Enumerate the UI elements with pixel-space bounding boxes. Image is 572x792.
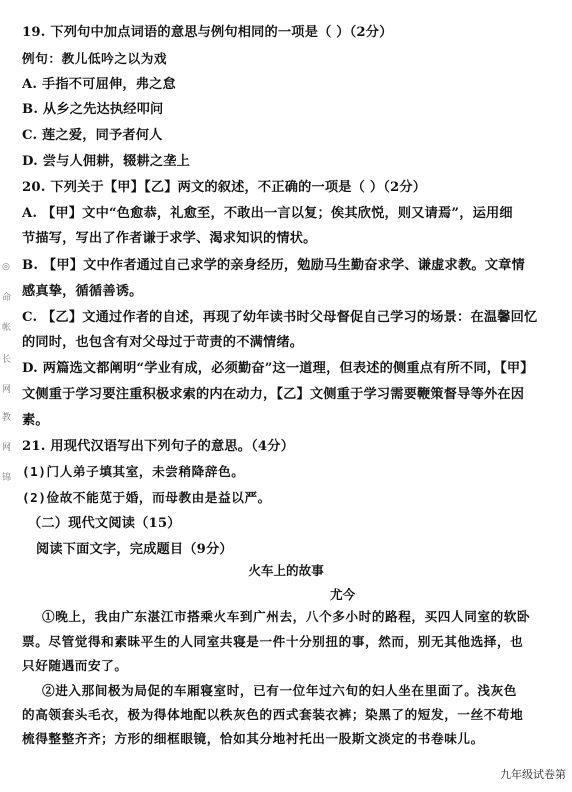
question-19-example: 例句：教儿低吟之以为戏	[22, 51, 168, 66]
margin-mark: ◎	[2, 262, 10, 272]
question-21-item: (1)门人弟子填其室，未尝稍降辞色。	[22, 464, 245, 479]
section-heading: （二）现代文阅读（15）	[28, 516, 181, 531]
question-20-line: 感真挚，循循善诱。	[22, 284, 143, 299]
question-20-line: 的同时，也包含有对父母过于苛责的不满情绪。	[22, 335, 304, 350]
margin-mark: 网	[2, 385, 12, 395]
question-20-line: 素。	[22, 413, 49, 428]
question-21-title: 21. 用现代汉语写出下列句子的意思。（4分）	[22, 439, 295, 454]
story-paragraph-line: ①晚上，我由广东湛江市搭乘火车到广州去，八个多小时的路程，买四人同室的软卧	[42, 609, 531, 624]
story-paragraph-line: 只好随遇而安了。	[22, 658, 128, 673]
question-19-option-d: D. 尝与人佣耕，辍耕之垄上	[22, 154, 191, 169]
section-instruction: 阅读下面文字，完成题目（9分）	[36, 542, 233, 557]
question-19-option-b: B. 从乡之先达执经叩问	[22, 102, 164, 117]
question-20-line: A. 【甲】文中“色愈恭，礼愈至，不敢出一言以复；俟其欣悦，则又请焉”，运用细	[22, 206, 513, 221]
margin-mark: 教	[2, 413, 12, 423]
margin-mark: 帐	[2, 323, 12, 333]
story-author: 尤今	[330, 587, 356, 602]
page-footer: 九年级试卷第	[500, 768, 566, 781]
margin-mark: 锦	[2, 473, 12, 483]
question-20-line: 节描写，写出了作者谦于求学、渴求知识的情状。	[22, 231, 317, 246]
story-paragraph-line: 梳得整整齐齐；方形的细框眼镜，恰如其分地衬托出一股斯文淡定的书卷味儿。	[22, 731, 484, 746]
story-paragraph-line: ②进入那间极为局促的车厢寝室时，已有一位年过六旬的妇人坐在里面了。浅灰色	[42, 683, 517, 698]
story-paragraph-line: 票。尽管觉得和素昧平生的人同室共寝是一件十分别扭的事，然而，别无其他选择，也	[22, 634, 524, 649]
question-19-option-a: A. 手指不可屈伸，弗之怠	[22, 77, 176, 92]
question-20-line: C. 【乙】文通过作者的自述，再现了幼年读书时父母督促自己学习的场景：在温馨回忆	[22, 310, 538, 325]
margin-mark: 网	[2, 443, 12, 453]
question-20-line: D. 两篇选文都阐明“学业有成，必须勤奋”这一道理，但表述的侧重点有所不同，【甲】	[22, 361, 534, 376]
question-20-title: 20. 下列关于【甲】【乙】两文的叙述，不正确的一项是（ ）（2分）	[22, 180, 427, 195]
question-20-line: 文侧重于学习要注重积极求索的内在动力，【乙】文侧重于学习需要鞭策督导等外在因	[22, 387, 525, 402]
margin-mark: 命	[2, 293, 12, 303]
question-20-line: B. 【甲】文中作者通过自己求学的亲身经历，勉励马生勤奋求学、谦虚求教。文章情	[22, 258, 525, 273]
margin-mark: 长	[2, 355, 12, 365]
question-21-item: (2)俭故不能苋于婚，而母教由是益以严。	[22, 490, 271, 505]
story-title: 火车上的故事	[248, 563, 324, 578]
question-19-title: 19. 下列句中加点词语的意思与例句相同的一项是（ ）（2分）	[22, 25, 393, 40]
question-19-option-c: C. 莲之爱，同予者何人	[22, 128, 163, 143]
story-paragraph-line: 的高领套头毛衣，极为得体地配以秩灰色的西式套装衣裤；染黑了的短发，一丝不苟地	[22, 707, 524, 722]
